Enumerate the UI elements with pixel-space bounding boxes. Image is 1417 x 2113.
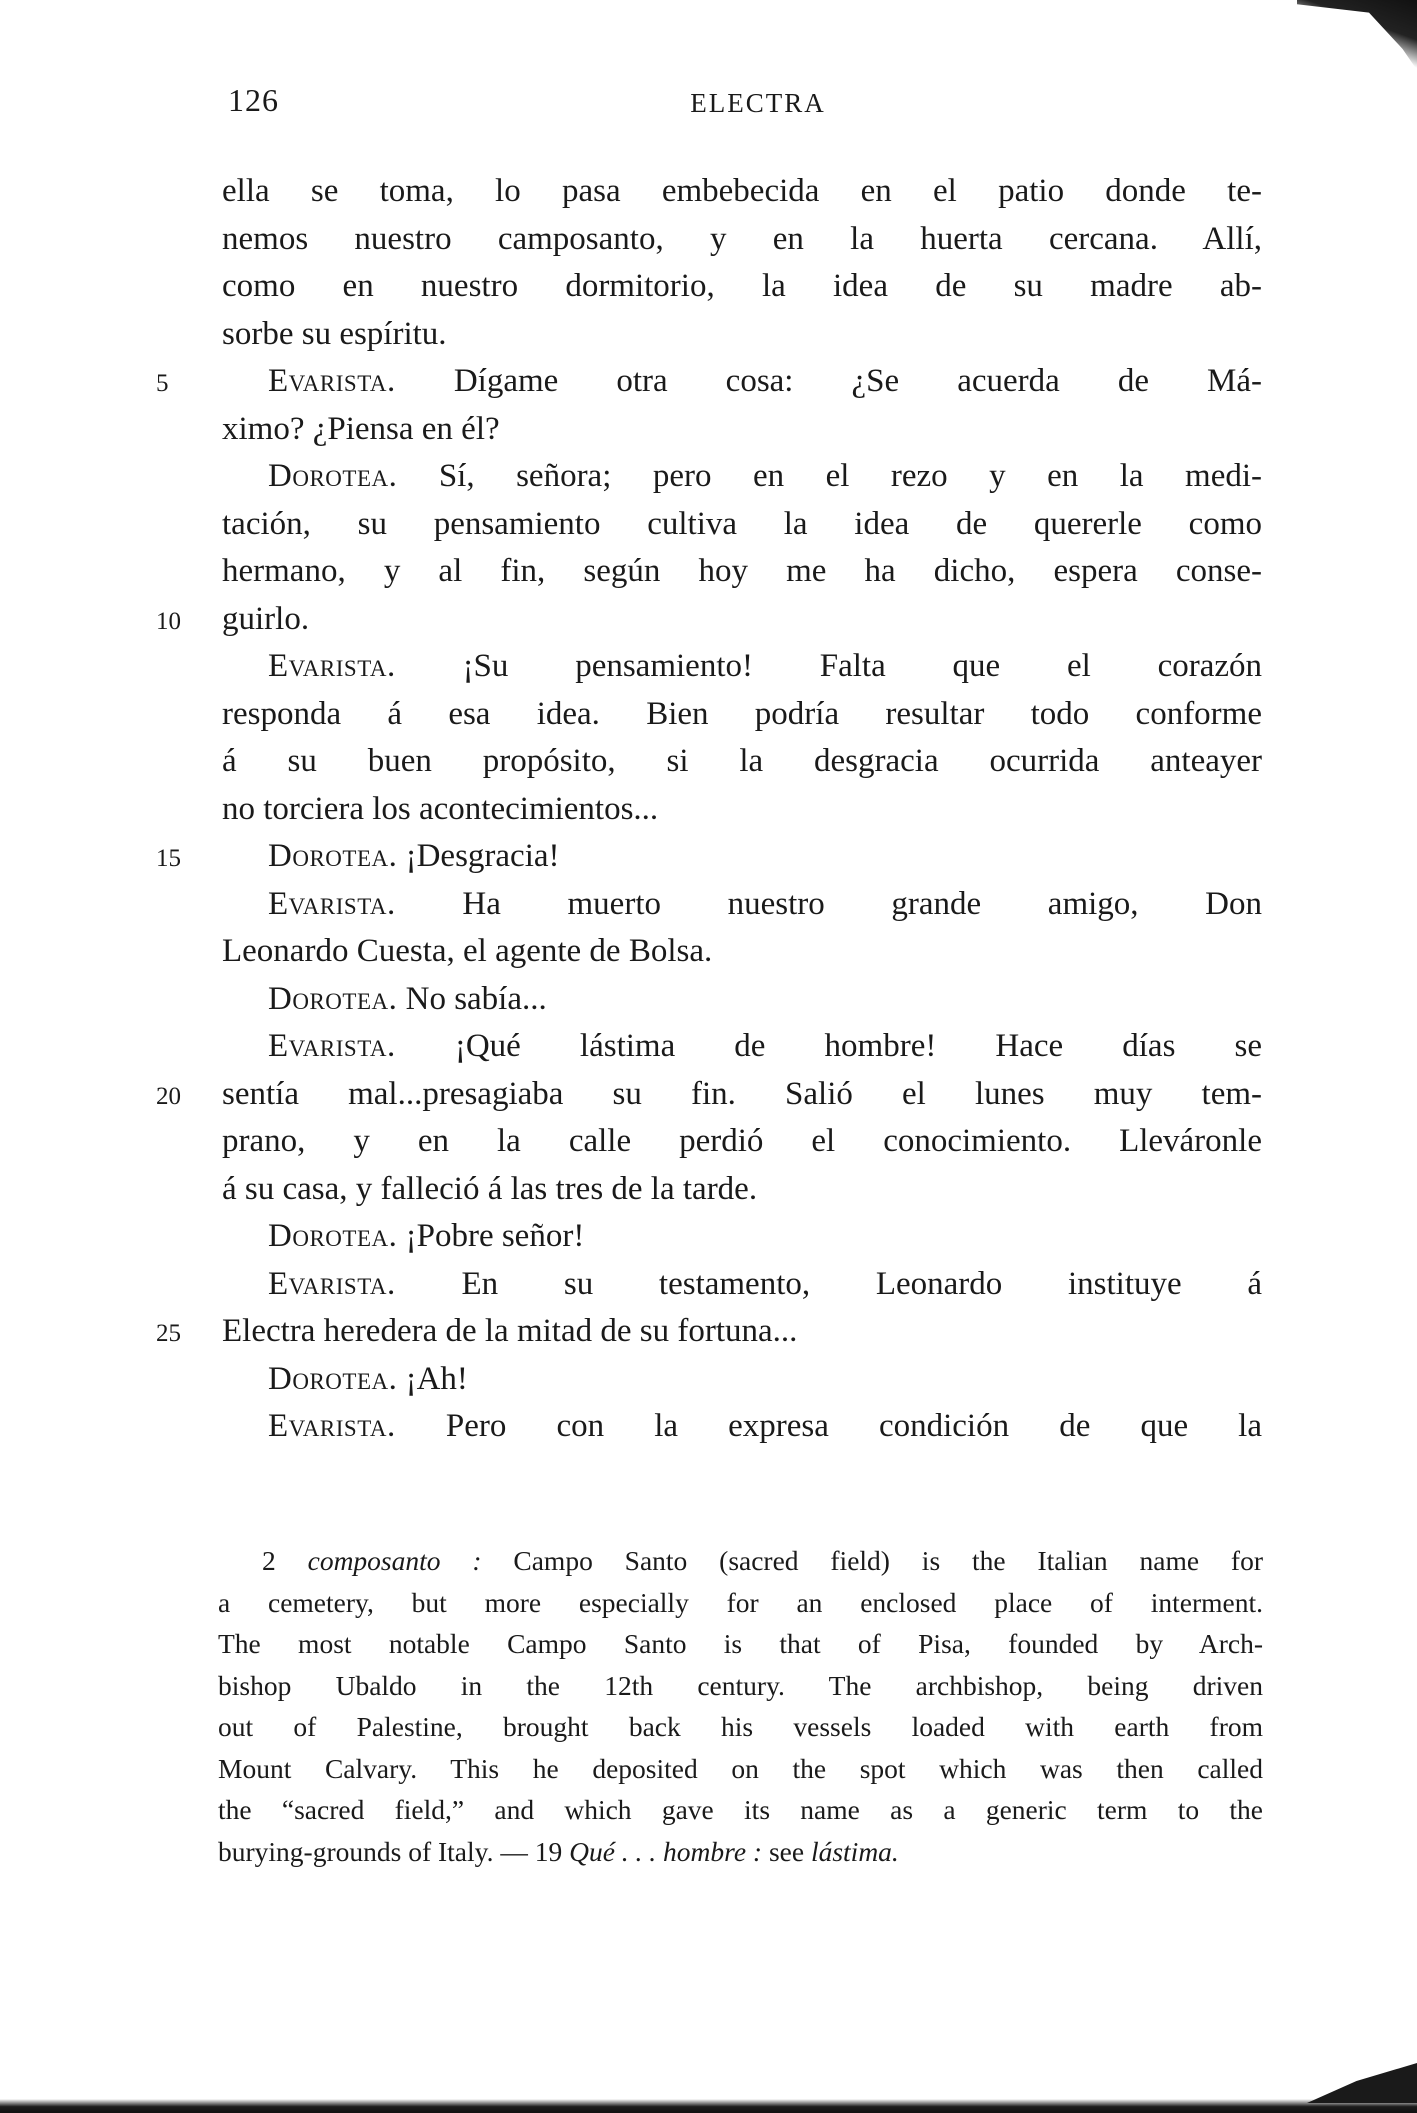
text-line xyxy=(222,311,1262,359)
line-text: nemos nuestro camposanto, y en la huerta cercana. Allí, xyxy=(222,220,1262,257)
footnote-line xyxy=(218,1706,1263,1748)
footnote-line xyxy=(218,1789,1263,1831)
text-line xyxy=(222,881,1262,929)
footnote-text: bishop Ubaldo in the 12th century. The archbishop, being driven xyxy=(218,1669,1263,1701)
text-line xyxy=(222,1213,1262,1261)
footnote-italic: lástima. xyxy=(810,1835,899,1867)
text-line xyxy=(222,1166,1262,1214)
text-line xyxy=(156,596,1262,644)
footnote-text: Campo Santo (sacred field) is the Italian name for xyxy=(481,1545,1264,1576)
line-text: Ha muerto nuestro grande amigo, Don xyxy=(395,885,1262,922)
text-line xyxy=(222,453,1262,501)
speaker-name: Dorotea. xyxy=(268,1360,398,1397)
text-line xyxy=(156,1308,1262,1356)
speaker-name: Dorotea. xyxy=(268,458,398,494)
line-number: 10 xyxy=(156,607,181,635)
speaker-name: Evarista. xyxy=(268,885,396,922)
line-text: Electra heredera de la mitad de su fortuna... xyxy=(222,1313,798,1349)
text-line xyxy=(222,1261,1262,1309)
footnote-text: the “sacred field,” and which gave its name as a generic term to the xyxy=(218,1794,1263,1825)
line-text: responda á esa idea. Bien podría resultar todo conforme xyxy=(222,695,1262,732)
text-line xyxy=(156,358,1262,406)
line-text: sorbe su espíritu. xyxy=(222,315,447,352)
footnote-text: The most notable Campo Santo is that of Pisa, founded by Arch- xyxy=(218,1628,1263,1659)
line-text: no torciera los acontecimientos... xyxy=(222,790,659,827)
text-line xyxy=(222,1118,1262,1166)
text-line xyxy=(222,501,1262,549)
scan-shadow-top-right xyxy=(1297,0,1417,70)
line-number: 20 xyxy=(156,1082,181,1110)
line-text: á su buen propósito, si la desgracia ocurrida anteayer xyxy=(222,743,1262,779)
footnote-text: burying-grounds of Italy. — 19 xyxy=(218,1835,570,1867)
line-text: Sí, señora; pero en el rezo y en la medi- xyxy=(397,458,1262,494)
speaker-name: Evarista. xyxy=(268,648,396,684)
line-text: ¡Pobre señor! xyxy=(397,1218,585,1254)
line-number: 5 xyxy=(156,370,169,397)
footnotes xyxy=(218,1540,1263,1872)
text-line xyxy=(222,263,1262,311)
line-text: guirlo. xyxy=(222,600,310,637)
footnote-italic: composanto : xyxy=(307,1545,482,1576)
footnote-line xyxy=(218,1582,1263,1624)
running-title: ELECTRA xyxy=(690,88,826,118)
line-text: hermano, y al fin, según hoy me ha dicho, espera conse- xyxy=(222,553,1262,589)
text-line xyxy=(222,1356,1262,1404)
footnote-line xyxy=(218,1831,1263,1873)
line-text: ¡Ah! xyxy=(397,1360,468,1397)
line-text: No sabía... xyxy=(397,980,547,1017)
line-text: Leonardo Cuesta, el agente de Bolsa. xyxy=(222,933,713,969)
footnote-line xyxy=(218,1540,1263,1582)
line-text: ¡Su pensamiento! Falta que el corazón xyxy=(395,648,1262,684)
text-line xyxy=(222,168,1262,216)
text-line xyxy=(222,1403,1262,1451)
footnote-text: Mount Calvary. This he deposited on the spot which was then called xyxy=(218,1752,1263,1784)
line-text: ximo? ¿Piensa en él? xyxy=(222,410,500,447)
text-line xyxy=(222,406,1262,454)
text-line xyxy=(222,738,1262,786)
footnote-line xyxy=(218,1748,1263,1790)
speaker-name: Evarista. xyxy=(268,363,396,399)
text-line xyxy=(222,976,1262,1024)
speaker-name: Evarista. xyxy=(268,1408,396,1444)
text-line xyxy=(222,548,1262,596)
text-line xyxy=(222,691,1262,739)
line-number: 25 xyxy=(156,1320,181,1347)
text-line xyxy=(156,833,1262,881)
page-number: 126 xyxy=(228,82,279,118)
text-line xyxy=(222,786,1262,834)
line-text: á su casa, y falleció á las tres de la tarde. xyxy=(222,1170,758,1207)
footnote-text: 2 xyxy=(262,1545,308,1576)
line-text: prano, y en la calle perdió el conocimiento. Lleváronle xyxy=(222,1123,1262,1159)
text-line xyxy=(222,928,1262,976)
text-line xyxy=(156,1071,1262,1119)
footnote-line xyxy=(218,1665,1263,1707)
line-text: Pero con la expresa condición de que la xyxy=(395,1408,1262,1444)
line-text: sentía mal...presagiaba su fin. Salió el lunes muy tem- xyxy=(222,1075,1262,1112)
footnote-text: see xyxy=(762,1835,811,1867)
main-text xyxy=(156,168,1262,1451)
speaker-name: Dorotea. xyxy=(268,980,398,1017)
footnote-line xyxy=(218,1623,1263,1665)
text-line xyxy=(222,643,1262,691)
text-line xyxy=(222,1023,1262,1071)
footnote-text: out of Palestine, brought back his vessels loaded with earth from xyxy=(218,1711,1263,1742)
line-text: En su testamento, Leonardo instituye á xyxy=(395,1265,1262,1302)
text-line xyxy=(222,216,1262,264)
footnote-italic: Qué . . . hombre : xyxy=(569,1835,763,1867)
footnote-text: a cemetery, but more especially for an enclosed place of interment. xyxy=(218,1586,1263,1618)
scan-shadow-bottom-right xyxy=(1307,2063,1417,2103)
line-text: ¡Qué lástima de hombre! Hace días se xyxy=(395,1028,1262,1064)
line-text: ella se toma, lo pasa embebecida en el patio donde te- xyxy=(222,173,1262,209)
speaker-name: Dorotea. xyxy=(268,1218,398,1254)
scan-edge-bottom xyxy=(0,2099,1417,2113)
speaker-name: Evarista. xyxy=(268,1028,396,1064)
line-text: tación, su pensamiento cultiva la idea de quererle como xyxy=(222,505,1262,542)
line-text: ¡Desgracia! xyxy=(397,838,560,874)
speaker-name: Evarista. xyxy=(268,1265,396,1302)
line-text: como en nuestro dormitorio, la idea de su madre ab- xyxy=(222,268,1262,304)
line-text: Dígame otra cosa: ¿Se acuerda de Má- xyxy=(395,363,1262,399)
page-header xyxy=(228,82,1278,122)
line-number: 15 xyxy=(156,845,181,872)
speaker-name: Dorotea. xyxy=(268,838,398,874)
